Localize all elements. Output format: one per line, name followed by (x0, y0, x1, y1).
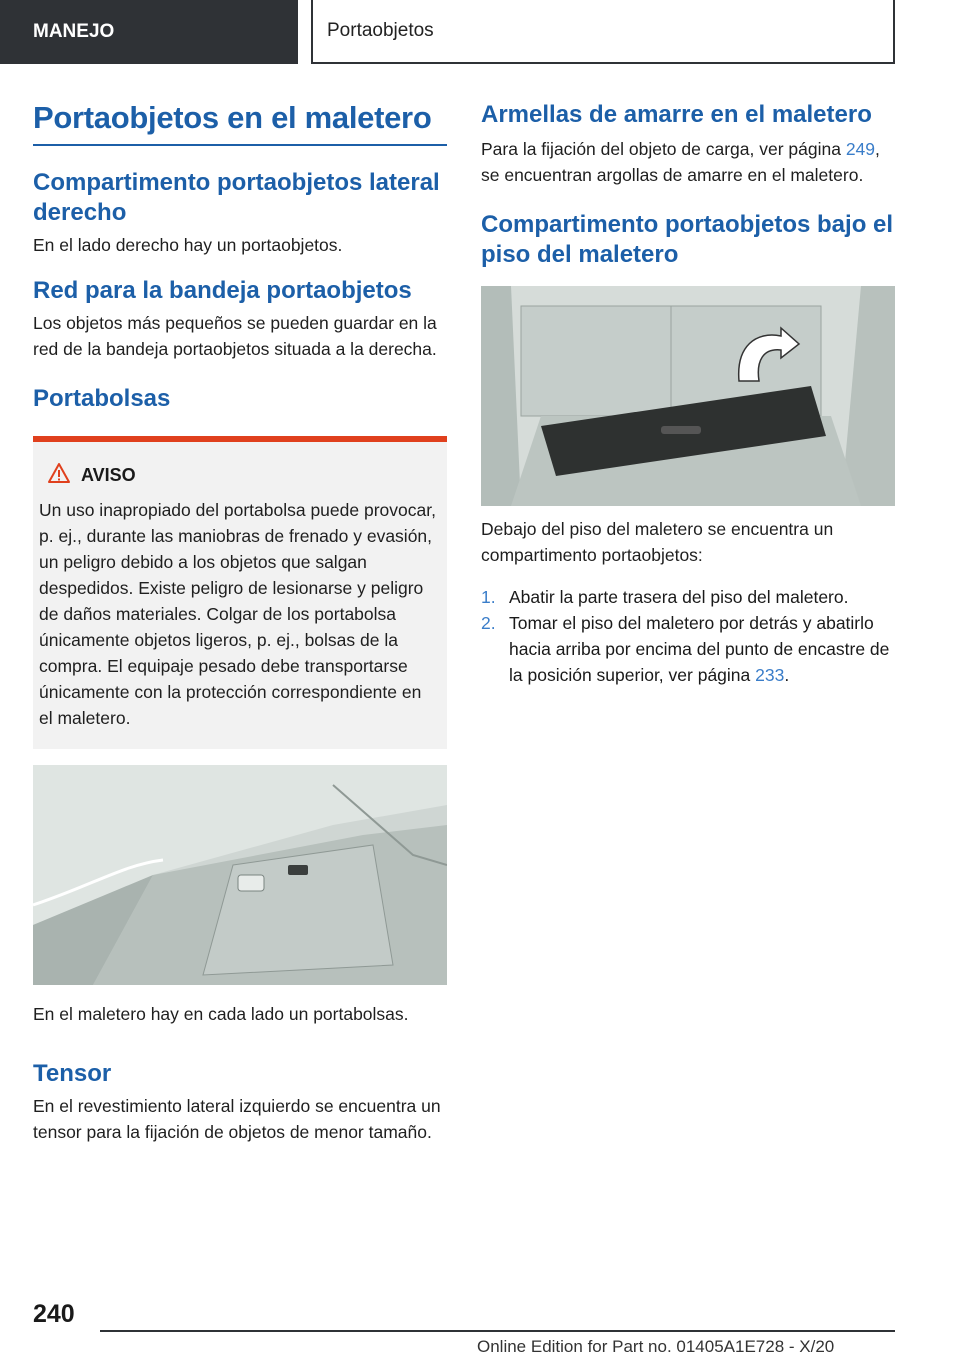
trunk-side-photo (33, 765, 447, 985)
section-label: MANEJO (33, 21, 115, 42)
section-heading: Portabolsas (33, 385, 171, 412)
section-heading: Tensor (33, 1060, 112, 1087)
left-column (33, 100, 447, 1145)
section-heading: Armellas de amarre en el maletero (481, 101, 872, 128)
section-tab (0, 0, 298, 64)
section-text: En el revestimiento lateral izquierdo se encuentra un tensor para la fijación de objetos de menor tamaño. (33, 1096, 441, 1142)
steps-list (481, 584, 895, 688)
page-link[interactable]: 249 (845, 139, 876, 159)
footer-divider (100, 1330, 895, 1332)
section-text: Debajo del piso del maletero se encuentra un compartimento portaobjetos: (481, 519, 834, 565)
section-heading: Compartimento portaobjetos lateral derecho (33, 169, 440, 226)
section-text: Para la fijación del objeto de carga, ver página 249, se encuentran argollas de amarre en el maletero. (481, 139, 880, 185)
photo-caption: En el maletero hay en cada lado un portabolsas. (33, 1004, 409, 1024)
page-link[interactable]: 233 (755, 665, 785, 685)
section-heading: Red para la bandeja portaobjetos (33, 277, 412, 304)
list-item: 2. Tomar el piso del maletero por detrás y abatirlo hacia arriba por encima del punto de encastre de la posición superior, ver página 233. (481, 613, 890, 685)
page-title: Portaobjetos en el maletero (33, 100, 447, 146)
chapter-label: Portaobjetos (327, 20, 434, 41)
edition-text: Online Edition for Part no. 01405A1E728 - X/20 (477, 1337, 835, 1356)
section-heading: Compartimento portaobjetos bajo el piso del maletero (481, 211, 894, 268)
section-text: Los objetos más pequeños se pueden guardar en la red de la bandeja portaobjetos situada a la derecha. (33, 313, 437, 359)
warning-text: Un uso inapropiado del portabolsa puede provocar, p. ej., durante las maniobras de frenado y evasión, un peligro debido a los objetos que salgan despedidos. Existe peligro de lesionarse y peligro de daños materiales. Colgar de los portabolsa únicamente objetos ligeros, p. ej., bolsas de la compra. El equipaje pesado debe transportarse únicamente con la protección correspondiente en el maletero. (39, 500, 436, 728)
right-column (481, 100, 895, 688)
page-number: 240 (33, 1300, 75, 1328)
warning-triangle-icon (47, 462, 71, 489)
warning-title: AVISO (81, 465, 136, 485)
section-text: En el lado derecho hay un portaobjetos. (33, 235, 343, 255)
list-item: 1. Abatir la parte trasera del piso del maletero. (481, 587, 849, 607)
trunk-floor-photo (481, 286, 895, 506)
chapter-header (311, 0, 895, 64)
warning-box (33, 436, 447, 749)
